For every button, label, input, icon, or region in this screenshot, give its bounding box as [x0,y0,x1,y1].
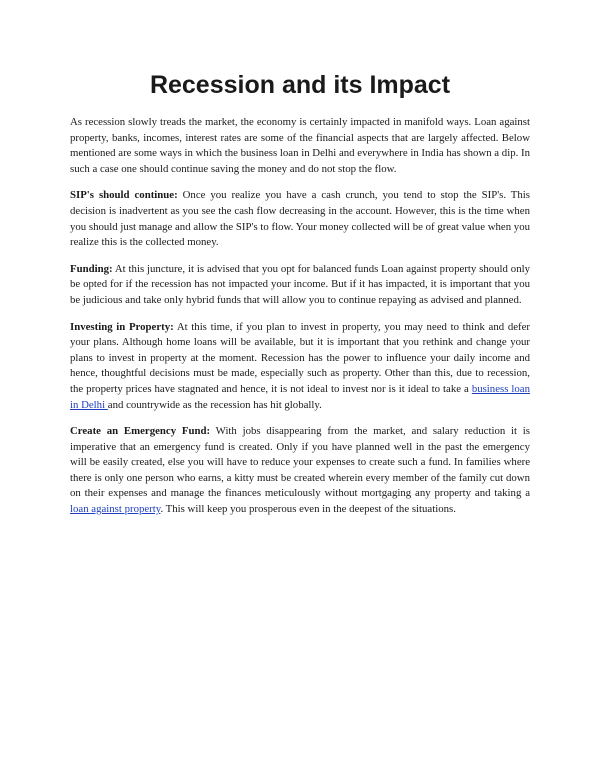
section-emergency-paragraph [70,424,530,518]
section-sip-heading: SIP's should continue: [70,189,178,202]
business-loan-delhi-link[interactable]: business loan in Delhi [70,382,530,411]
intro-paragraph: As recession slowly treads the market, the economy is certainly impacted in manifold ways. Loan against property, banks, incomes, interest rates are some of the financial aspects that are largely affected. Below mentioned are some ways in which the business loan in Delhi and everywhere in India has shown a dip. In such a case one should continue saving the money and do not stop the flow. [70,116,530,175]
section-sip-paragraph [70,188,530,250]
section-funding-heading: Funding: [70,262,113,275]
section-property-text: At this time, if you plan to invest in property, you may need to think and defer your plans. Although home loans will be available, but it is important that you rethink and change your plans to invest in property at the moment. Recession has the power to influence your daily income and hence, thoughtful decisions must be made, especially such as property. Other than this, due to recession, the property prices have stagnated and hence, it is not ideal to invest nor is it ideal to take a [70,320,530,395]
loan-against-property-link[interactable]: loan against property [70,503,161,516]
section-property-text-end: and countrywide as the recession has hit globally. [107,398,322,411]
section-emergency-text-end: . This will keep you prosperous even in the deepest of the situations. [160,503,456,516]
section-sip-text: Once you realize you have a cash crunch, you tend to stop the SIP's. This decision is inadvertent as you see the cash flow decreasing in the account. However, this is the time when you should just manage and allow the SIP's to flow. Your money collected will be of great value when you realize this is the collected money. [70,189,530,249]
section-funding-text: At this juncture, it is advised that you opt for balanced funds Loan against property should only be opted for if the recession has not impacted your income. But if it has impacted, it is important that you be judicious and take only hybrid funds that will allow you to continue repaying as advised and planned. [70,262,530,306]
section-emergency-text: With jobs disappearing from the market, and salary reduction it is imperative that an emergency fund is created. Only if you have planned well in the past the emergency will be easily created, else you will have to reduce your expenses to create such a fund. In families where there is only one person who earns, a kitty must be created wherein every member of the family cut down on their expenses and manage the finances meticulously without mortgaging any property and taking a [70,425,531,500]
section-property-paragraph [70,320,530,414]
document-title: Recession and its Impact [149,71,451,99]
section-property-heading: Investing in Property: [70,320,174,333]
section-funding-paragraph [70,262,530,309]
section-emergency-heading: Create an Emergency Fund: [70,425,211,438]
